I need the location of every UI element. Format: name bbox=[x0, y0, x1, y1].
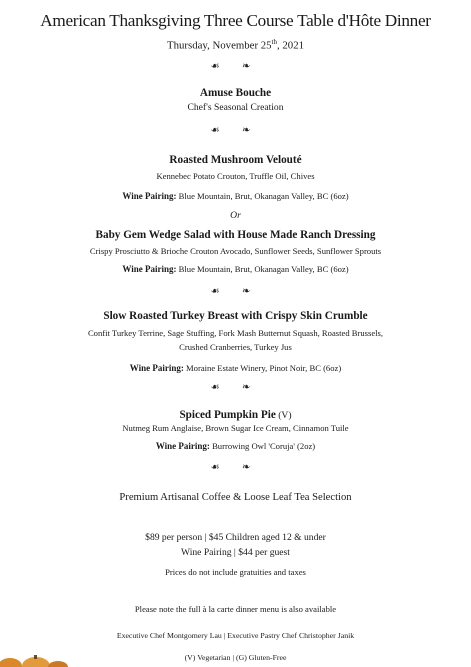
menu-title: American Thanksgiving Three Course Table d'Hôte Dinner bbox=[40, 11, 431, 30]
starter-1-title: Roasted Mushroom Velouté bbox=[169, 154, 302, 166]
starter-1-wine bbox=[0, 191, 471, 201]
date-year: , 2021 bbox=[277, 39, 304, 52]
date-suffix: th bbox=[271, 38, 277, 46]
ornament-divider-icon: ☙ ❧ bbox=[210, 286, 261, 297]
menu-date bbox=[0, 38, 471, 52]
starter-1-desc: Kennebec Potato Crouton, Truffle Oil, Chives bbox=[156, 171, 315, 181]
wine-text: Blue Mountain, Brut, Okanagan Valley, BC (6oz) bbox=[176, 191, 349, 201]
ornament-divider-icon: ☙ ❧ bbox=[210, 125, 261, 136]
wine-label: Wine Pairing: bbox=[129, 363, 184, 373]
pumpkin-decoration-icon bbox=[0, 652, 70, 667]
ornament-divider-icon: ☙ ❧ bbox=[210, 462, 261, 473]
amuse-title: Amuse Bouche bbox=[199, 87, 272, 99]
main-desc-line-2: Crushed Cranberries, Turkey Jus bbox=[179, 342, 292, 352]
date-main: Thursday, November 25 bbox=[167, 39, 272, 52]
starter-2-wine bbox=[0, 264, 471, 274]
wine-text: Moraine Estate Winery, Pinot Noir, BC (6oz) bbox=[183, 363, 342, 373]
alacarte-note: Please note the full à la carte dinner menu is also available bbox=[134, 604, 337, 614]
dessert-wine bbox=[0, 441, 471, 451]
dessert-heading bbox=[0, 405, 471, 423]
chef-credits: Executive Chef Montgomery Lau | Executive Pastry Chef Christopher Janik bbox=[116, 631, 355, 640]
or-divider: Or bbox=[230, 210, 241, 221]
price-note: Prices do not include gratuities and taxes bbox=[165, 567, 306, 577]
ornament-divider-icon: ☙ ❧ bbox=[210, 382, 261, 393]
amuse-desc: Chef's Seasonal Creation bbox=[187, 102, 284, 113]
wine-label: Wine Pairing: bbox=[122, 191, 177, 201]
coffee-line: Premium Artisanal Coffee & Loose Leaf Tea Selection bbox=[119, 492, 352, 503]
main-title: Slow Roasted Turkey Breast with Crispy Skin Crumble bbox=[103, 310, 368, 322]
wine-label: Wine Pairing: bbox=[122, 264, 177, 274]
diet-legend: (V) Vegetarian | (G) Gluten-Free bbox=[184, 653, 287, 662]
starter-2-desc: Crispy Prosciutto & Brioche Crouton Avocado, Sunflower Seeds, Sunflower Sprouts bbox=[89, 246, 382, 256]
price-line-1: $89 per person | $45 Children aged 12 & under bbox=[145, 532, 326, 543]
dessert-desc: Nutmeg Rum Anglaise, Brown Sugar Ice Cream, Cinnamon Tuile bbox=[122, 423, 349, 433]
main-desc-line-1: Confit Turkey Terrine, Sage Stuffing, Fork Mash Butternut Squash, Roasted Brussels, bbox=[87, 328, 384, 338]
wine-text: Burrowing Owl 'Coruja' (2oz) bbox=[209, 441, 316, 451]
dessert-title: Spiced Pumpkin Pie bbox=[179, 409, 276, 421]
wine-label: Wine Pairing: bbox=[155, 441, 210, 451]
wine-text: Blue Mountain, Brut, Okanagan Valley, BC (6oz) bbox=[176, 264, 349, 274]
starter-2-title: Baby Gem Wedge Salad with House Made Ranch Dressing bbox=[95, 229, 376, 241]
main-wine bbox=[0, 363, 471, 373]
dessert-tag: (V) bbox=[275, 410, 292, 421]
ornament-divider-icon: ☙ ❧ bbox=[210, 61, 261, 72]
price-line-2: Wine Pairing | $44 per guest bbox=[181, 547, 290, 558]
